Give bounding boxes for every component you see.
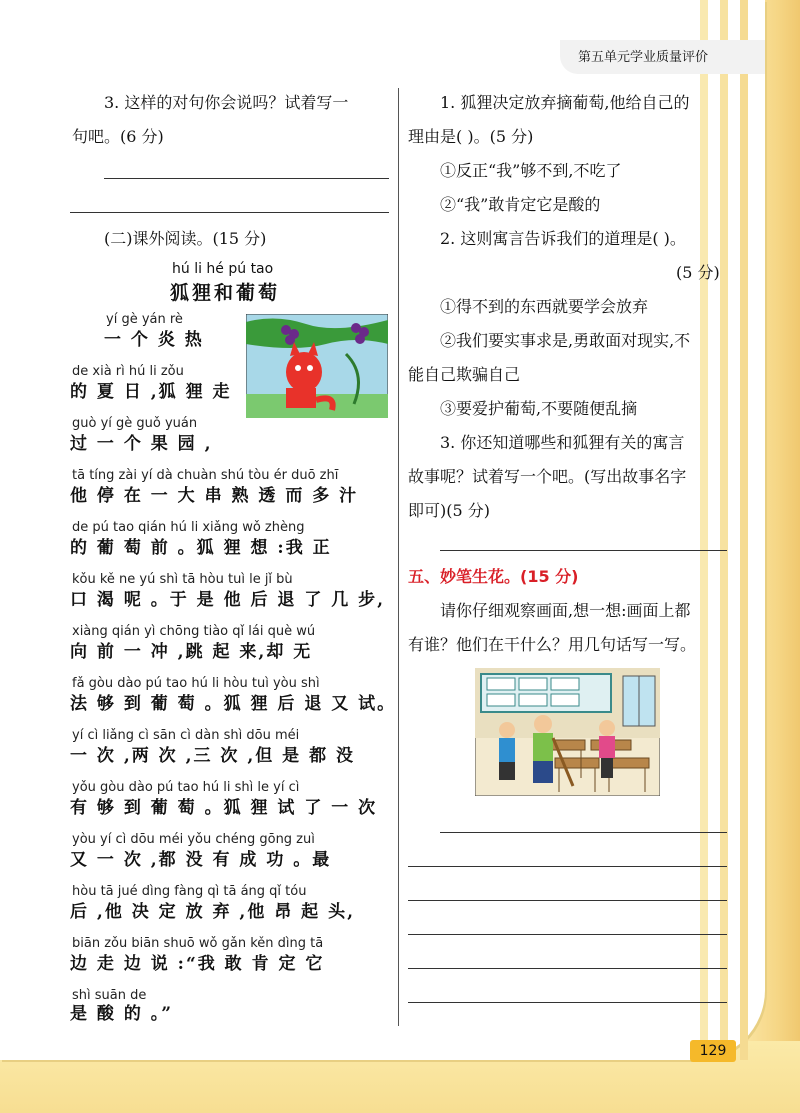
story-text-row: 一 个 炎 热 xyxy=(104,330,204,350)
story-text-row: 法 够 到 葡 萄 。狐 狸 后 退 又 试。 xyxy=(70,694,397,714)
story-pinyin-row: yí gè yán rè xyxy=(106,312,183,327)
story-pinyin-row: de xià rì hú li zǒu xyxy=(72,364,184,379)
column-divider xyxy=(398,88,399,1026)
right-q1-line2: 理由是( )。(5 分) xyxy=(408,127,534,146)
story-text-row: 是 酸 的 。” xyxy=(70,1004,174,1024)
right-q2-score: (5 分) xyxy=(676,263,720,282)
right-q1-line1: 1. 狐狸决定放弃摘葡萄,他给自己的 xyxy=(440,93,690,112)
story-title: 狐狸和葡萄 xyxy=(170,282,281,304)
story-pinyin-row: yǒu gòu dào pú tao hú li shì le yí cì xyxy=(72,780,300,795)
right-q1-option2: ②“我”敢肯定它是酸的 xyxy=(440,195,601,214)
right-q2-option1: ①得不到的东西就要学会放弃 xyxy=(440,297,649,316)
right-q2-line1: 2. 这则寓言告诉我们的道理是( )。 xyxy=(440,229,686,248)
story-text-row: 后 ,他 决 定 放 弃 ,他 昂 起 头, xyxy=(70,902,356,922)
left-q3-line2: 句吧。(6 分) xyxy=(72,127,164,146)
unit-title: 第五单元学业质量评价 xyxy=(578,50,709,65)
section-reading-title: (二)课外阅读。(15 分) xyxy=(104,229,267,248)
story-text-row: 口 渴 呢 。于 是 他 后 退 了 几 步, xyxy=(70,590,386,610)
story-pinyin-row: hòu tā jué dìng fàng qì tā áng qǐ tóu xyxy=(72,884,307,899)
story-text-row: 的 夏 日 ,狐 狸 走 xyxy=(70,382,232,402)
story-text-row: 一 次 ,两 次 ,三 次 ,但 是 都 没 xyxy=(70,746,356,766)
writing-prompt-line2: 有谁？他们在干什么？用几句话写一写。 xyxy=(408,635,697,654)
right-q3-line1: 3. 你还知道哪些和狐狸有关的寓言 xyxy=(440,433,685,452)
right-q2-option2b: 能自己欺骗自己 xyxy=(408,365,521,384)
section-writing-title: 五、妙笔生花。(15 分) xyxy=(408,567,579,586)
story-pinyin-row: fǎ gòu dào pú tao hú li hòu tuì yòu shì xyxy=(72,676,320,691)
right-q3-line2: 故事呢？试着写一个吧。(写出故事名字 xyxy=(408,467,687,486)
story-text-row: 边 走 边 说 :“我 敢 肯 定 它 xyxy=(70,954,325,974)
story-pinyin-row: de pú tao qián hú li xiǎng wǒ zhèng xyxy=(72,520,305,535)
right-q3-line3: 即可)(5 分) xyxy=(408,501,490,520)
answer-line[interactable] xyxy=(408,900,727,901)
left-q3-line1: 3. 这样的对句你会说吗？试着写一 xyxy=(104,93,349,112)
answer-line[interactable] xyxy=(408,1002,727,1003)
answer-line[interactable] xyxy=(440,550,727,551)
story-text-row: 的 葡 萄 前 。狐 狸 想 :我 正 xyxy=(70,538,332,558)
right-q1-option1: ①反正“我”够不到,不吃了 xyxy=(440,161,622,180)
story-text-row: 过 一 个 果 园 , xyxy=(70,434,213,454)
story-pinyin-row: yòu yí cì dōu méi yǒu chéng gōng zuì xyxy=(72,832,315,847)
story-pinyin-row: xiàng qián yì chōng tiào qǐ lái què wú xyxy=(72,624,316,639)
story-text-row: 有 够 到 葡 萄 。狐 狸 试 了 一 次 xyxy=(70,798,378,818)
right-q2-option2a: ②我们要实事求是,勇敢面对现实,不 xyxy=(440,331,691,350)
answer-line[interactable] xyxy=(408,866,727,867)
story-text-row: 向 前 一 冲 ,跳 起 来,却 无 xyxy=(70,642,313,662)
story-pinyin-row: tā tíng zài yí dà chuàn shú tòu ér duō zhī xyxy=(72,468,339,483)
writing-prompt-line1: 请你仔细观察画面,想一想:画面上都 xyxy=(440,601,691,620)
story-pinyin-row: yí cì liǎng cì sān cì dàn shì dōu méi xyxy=(72,728,300,743)
answer-line[interactable] xyxy=(104,178,389,179)
story-text-row: 又 一 次 ,都 没 有 成 功 。最 xyxy=(70,850,332,870)
fox-grapes-illustration xyxy=(246,314,388,418)
page-number: 129 xyxy=(690,1040,736,1062)
answer-line[interactable] xyxy=(408,968,727,969)
right-q2-option3: ③要爱护葡萄,不要随便乱摘 xyxy=(440,399,638,418)
classroom-illustration xyxy=(475,668,660,796)
answer-line[interactable] xyxy=(70,212,389,213)
story-pinyin-row: shì suān de xyxy=(72,988,147,1003)
story-pinyin-row: kǒu kě ne yú shì tā hòu tuì le jǐ bù xyxy=(72,572,293,587)
story-pinyin-row: guò yí gè guǒ yuán xyxy=(72,416,198,431)
story-text-row: 他 停 在 一 大 串 熟 透 而 多 汁 xyxy=(70,486,359,506)
answer-line[interactable] xyxy=(440,832,727,833)
story-title-pinyin: hú li hé pú tao xyxy=(172,261,274,277)
story-pinyin-row: biān zǒu biān shuō wǒ gǎn kěn dìng tā xyxy=(72,936,324,951)
answer-line[interactable] xyxy=(408,934,727,935)
